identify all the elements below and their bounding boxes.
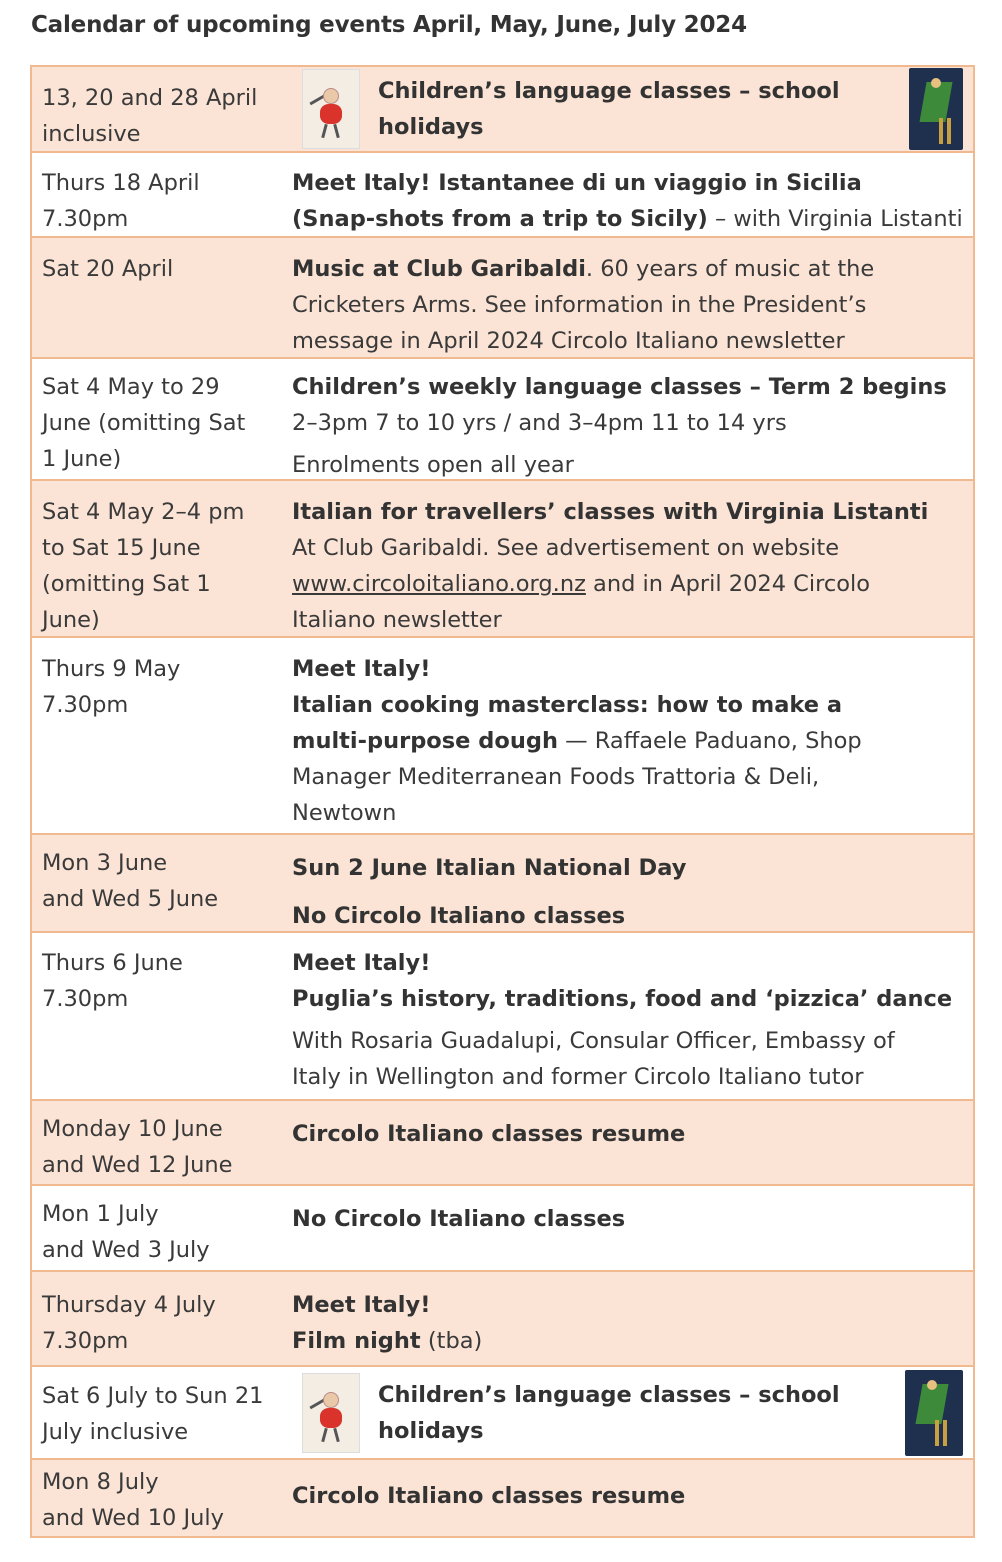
event-details: Children’s language classes – school holidays <box>282 1367 973 1458</box>
event-date: Thursday 4 July 7.30pm <box>42 1292 216 1354</box>
event-date: Thurs 6 June 7.30pm <box>42 950 183 1012</box>
event-date: Sat 4 May 2–4 pm to Sat 15 June (omitting Sat 1 June) <box>42 499 245 633</box>
event-details: Meet Italy! Puglia’s history, traditions, food and ‘pizzica’ dance With Rosaria Guadalupi, Consular Officer, Embassy of Italy in Wellington and former Circolo Italiano tutor <box>292 950 953 1090</box>
pinocchio-book-cover <box>905 1370 963 1456</box>
event-details: Music at Club Garibaldi. 60 years of music at the Cricketers Arms. See information in the President’s message in April 2024 Circolo Italiano newsletter <box>292 256 875 354</box>
pinocchio-book-cover <box>909 68 963 150</box>
event-details: Children’s language classes – school holidays <box>282 67 973 151</box>
event-details: Children’s weekly language classes – Term 2 begins 2–3pm 7 to 10 yrs / and 3–4pm 11 to 14 yrs Enrolments open all year <box>292 374 947 478</box>
event-date: Monday 10 June and Wed 12 June <box>42 1116 233 1178</box>
event-details: Sun 2 June Italian National Day No Circolo Italiano classes <box>292 855 687 929</box>
event-details: Meet Italy! Film night (tba) <box>292 1292 483 1354</box>
pinocchio-illustration <box>302 1373 360 1453</box>
table-row <box>32 1099 973 1184</box>
table-row <box>32 1270 973 1365</box>
table-row <box>32 67 973 151</box>
page-title: Calendar of upcoming events April, May, June, July 2024 <box>31 12 747 38</box>
event-date: Mon 8 July and Wed 10 July <box>42 1469 224 1531</box>
table-row <box>32 151 973 236</box>
event-details: No Circolo Italiano classes <box>292 1206 626 1232</box>
event-details: Meet Italy! Istantanee di un viaggio in Sicilia (Snap-shots from a trip to Sicily) – with Virginia Listanti <box>292 170 963 232</box>
event-details: Italian for travellers’ classes with Virginia Listanti At Club Garibaldi. See advertisement on website www.circoloitaliano.org.nz and in April 2024 Circolo Italiano newsletter <box>292 499 929 633</box>
table-row <box>32 931 973 1099</box>
table-row <box>32 1365 973 1458</box>
event-details: Circolo Italiano classes resume <box>292 1483 686 1509</box>
table-row <box>32 1184 973 1270</box>
table-row <box>32 357 973 479</box>
event-date: Mon 3 June and Wed 5 June <box>42 850 219 912</box>
event-date: Sat 20 April <box>42 256 174 282</box>
pinocchio-illustration <box>302 69 360 149</box>
event-date: Sat 4 May to 29 June (omitting Sat 1 June) <box>42 374 246 472</box>
event-date: Thurs 18 April 7.30pm <box>42 170 200 232</box>
event-date: Sat 6 July to Sun 21 July inclusive <box>42 1383 264 1445</box>
events-table <box>30 65 975 1538</box>
event-details: Circolo Italiano classes resume <box>292 1121 686 1147</box>
table-row <box>32 236 973 357</box>
event-date: 13, 20 and 28 April inclusive <box>42 85 258 147</box>
website-link[interactable]: www.circoloitaliano.org.nz <box>292 571 586 597</box>
table-row <box>32 833 973 931</box>
event-date: Mon 1 July and Wed 3 July <box>42 1201 210 1263</box>
event-details: Meet Italy! Italian cooking masterclass: how to make a multi-purpose dough — Raffaele Paduano, Shop Manager Mediterranean Foods Trattoria & Deli, Newtown <box>292 656 862 826</box>
table-row <box>32 636 973 833</box>
event-date: Thurs 9 May 7.30pm <box>42 656 181 718</box>
table-row <box>32 479 973 636</box>
table-row <box>32 1458 973 1536</box>
